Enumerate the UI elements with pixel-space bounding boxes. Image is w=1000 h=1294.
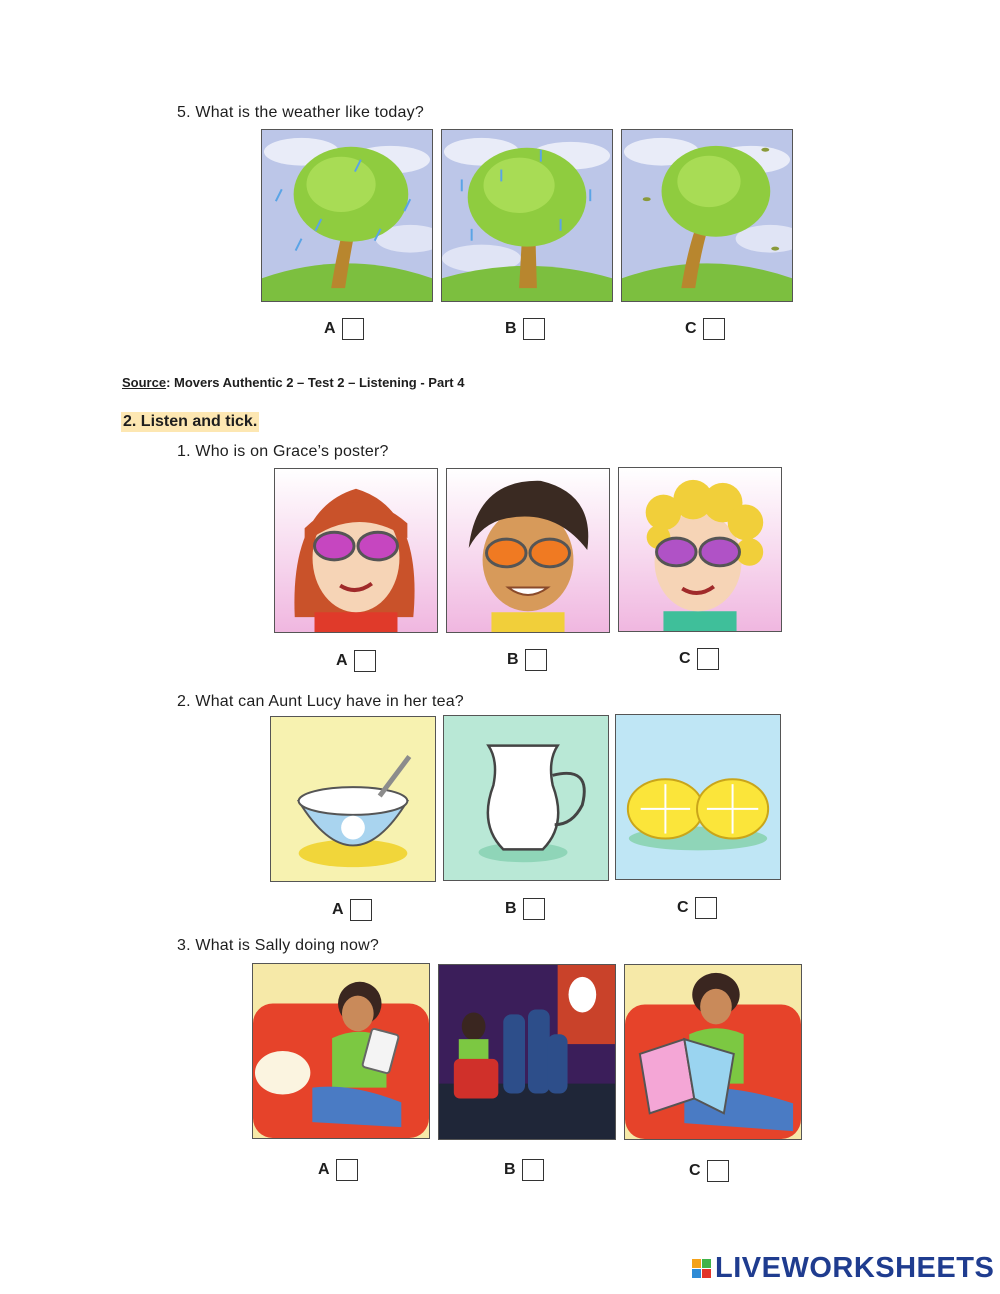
option-letter: B	[505, 320, 517, 337]
question-2-text: 2. What can Aunt Lucy have in her tea?	[177, 693, 464, 710]
option-letter: C	[685, 320, 697, 337]
s2q1-option-a	[336, 650, 376, 672]
source-text: : Movers Authentic 2 – Test 2 – Listening - Part 4	[166, 375, 465, 390]
question-5-text: 5. What is the weather like today?	[177, 104, 424, 121]
tea-picture-a	[270, 716, 436, 882]
s2q1-option-b	[507, 649, 547, 671]
tick-box-a[interactable]	[336, 1159, 358, 1181]
s2q3-option-a	[318, 1159, 358, 1181]
girl-with-tablet-on-sofa-icon	[253, 964, 429, 1138]
s2q3-option-c	[689, 1160, 729, 1182]
weather-picture-b	[441, 129, 613, 302]
question-3-text: 3. What is Sally doing now?	[177, 937, 379, 954]
q5-option-c	[685, 318, 725, 340]
milk-jug-icon	[444, 716, 608, 880]
tick-box-c[interactable]	[697, 648, 719, 670]
sally-picture-a	[252, 963, 430, 1139]
option-letter: A	[336, 652, 348, 669]
tick-box-b[interactable]	[525, 649, 547, 671]
poster-picture-c	[618, 467, 782, 632]
rainy-windy-tree-icon	[262, 130, 432, 301]
section-title: 2. Listen and tick.	[123, 413, 258, 430]
tick-box-b[interactable]	[523, 898, 545, 920]
sally-picture-b	[438, 964, 616, 1140]
girl-reading-comic-icon	[625, 965, 801, 1139]
option-letter: C	[677, 899, 689, 916]
poster-picture-b	[446, 468, 610, 633]
source-label: Source	[122, 375, 167, 390]
sugar-bowl-icon	[271, 717, 435, 881]
boy-dark-hair-sunglasses-icon	[447, 469, 609, 632]
s2q2-option-b	[505, 898, 545, 920]
s2q2-option-c	[677, 897, 717, 919]
option-letter: B	[507, 651, 519, 668]
s2q2-option-a	[332, 899, 372, 921]
logo-wordmark: LIVEWORKSHEETS	[715, 1252, 995, 1284]
windy-tree-icon	[622, 130, 792, 301]
tick-box-b[interactable]	[522, 1159, 544, 1181]
option-letter: A	[332, 901, 344, 918]
tick-box-a[interactable]	[354, 650, 376, 672]
boy-curly-hair-sunglasses-icon	[619, 468, 781, 631]
option-letter: C	[679, 650, 691, 667]
weather-picture-a	[261, 129, 433, 302]
sally-picture-c	[624, 964, 802, 1140]
tick-box-c[interactable]	[695, 897, 717, 919]
poster-picture-a	[274, 468, 438, 633]
rainy-tree-icon	[442, 130, 612, 301]
option-letter: A	[318, 1161, 330, 1178]
option-letter: B	[505, 900, 517, 917]
option-letter: B	[504, 1161, 516, 1178]
source-line	[122, 375, 464, 390]
girl-at-cinema-icon	[439, 965, 615, 1139]
question-1-text: 1. Who is on Grace’s poster?	[177, 443, 389, 460]
q5-option-a	[324, 318, 364, 340]
tick-box-c[interactable]	[707, 1160, 729, 1182]
weather-picture-c	[621, 129, 793, 302]
tea-picture-b	[443, 715, 609, 881]
lemon-halves-icon	[616, 715, 780, 879]
logo-mark-icon	[692, 1259, 711, 1278]
s2q3-option-b	[504, 1159, 544, 1181]
tick-box-a[interactable]	[350, 899, 372, 921]
option-letter: A	[324, 320, 336, 337]
girl-red-hair-sunglasses-icon	[275, 469, 437, 632]
option-letter: C	[689, 1162, 701, 1179]
s2q1-option-c	[679, 648, 719, 670]
tea-picture-c	[615, 714, 781, 880]
tick-box-c[interactable]	[703, 318, 725, 340]
tick-box-a[interactable]	[342, 318, 364, 340]
tick-box-b[interactable]	[523, 318, 545, 340]
q5-option-b	[505, 318, 545, 340]
liveworksheets-logo	[692, 1252, 994, 1285]
